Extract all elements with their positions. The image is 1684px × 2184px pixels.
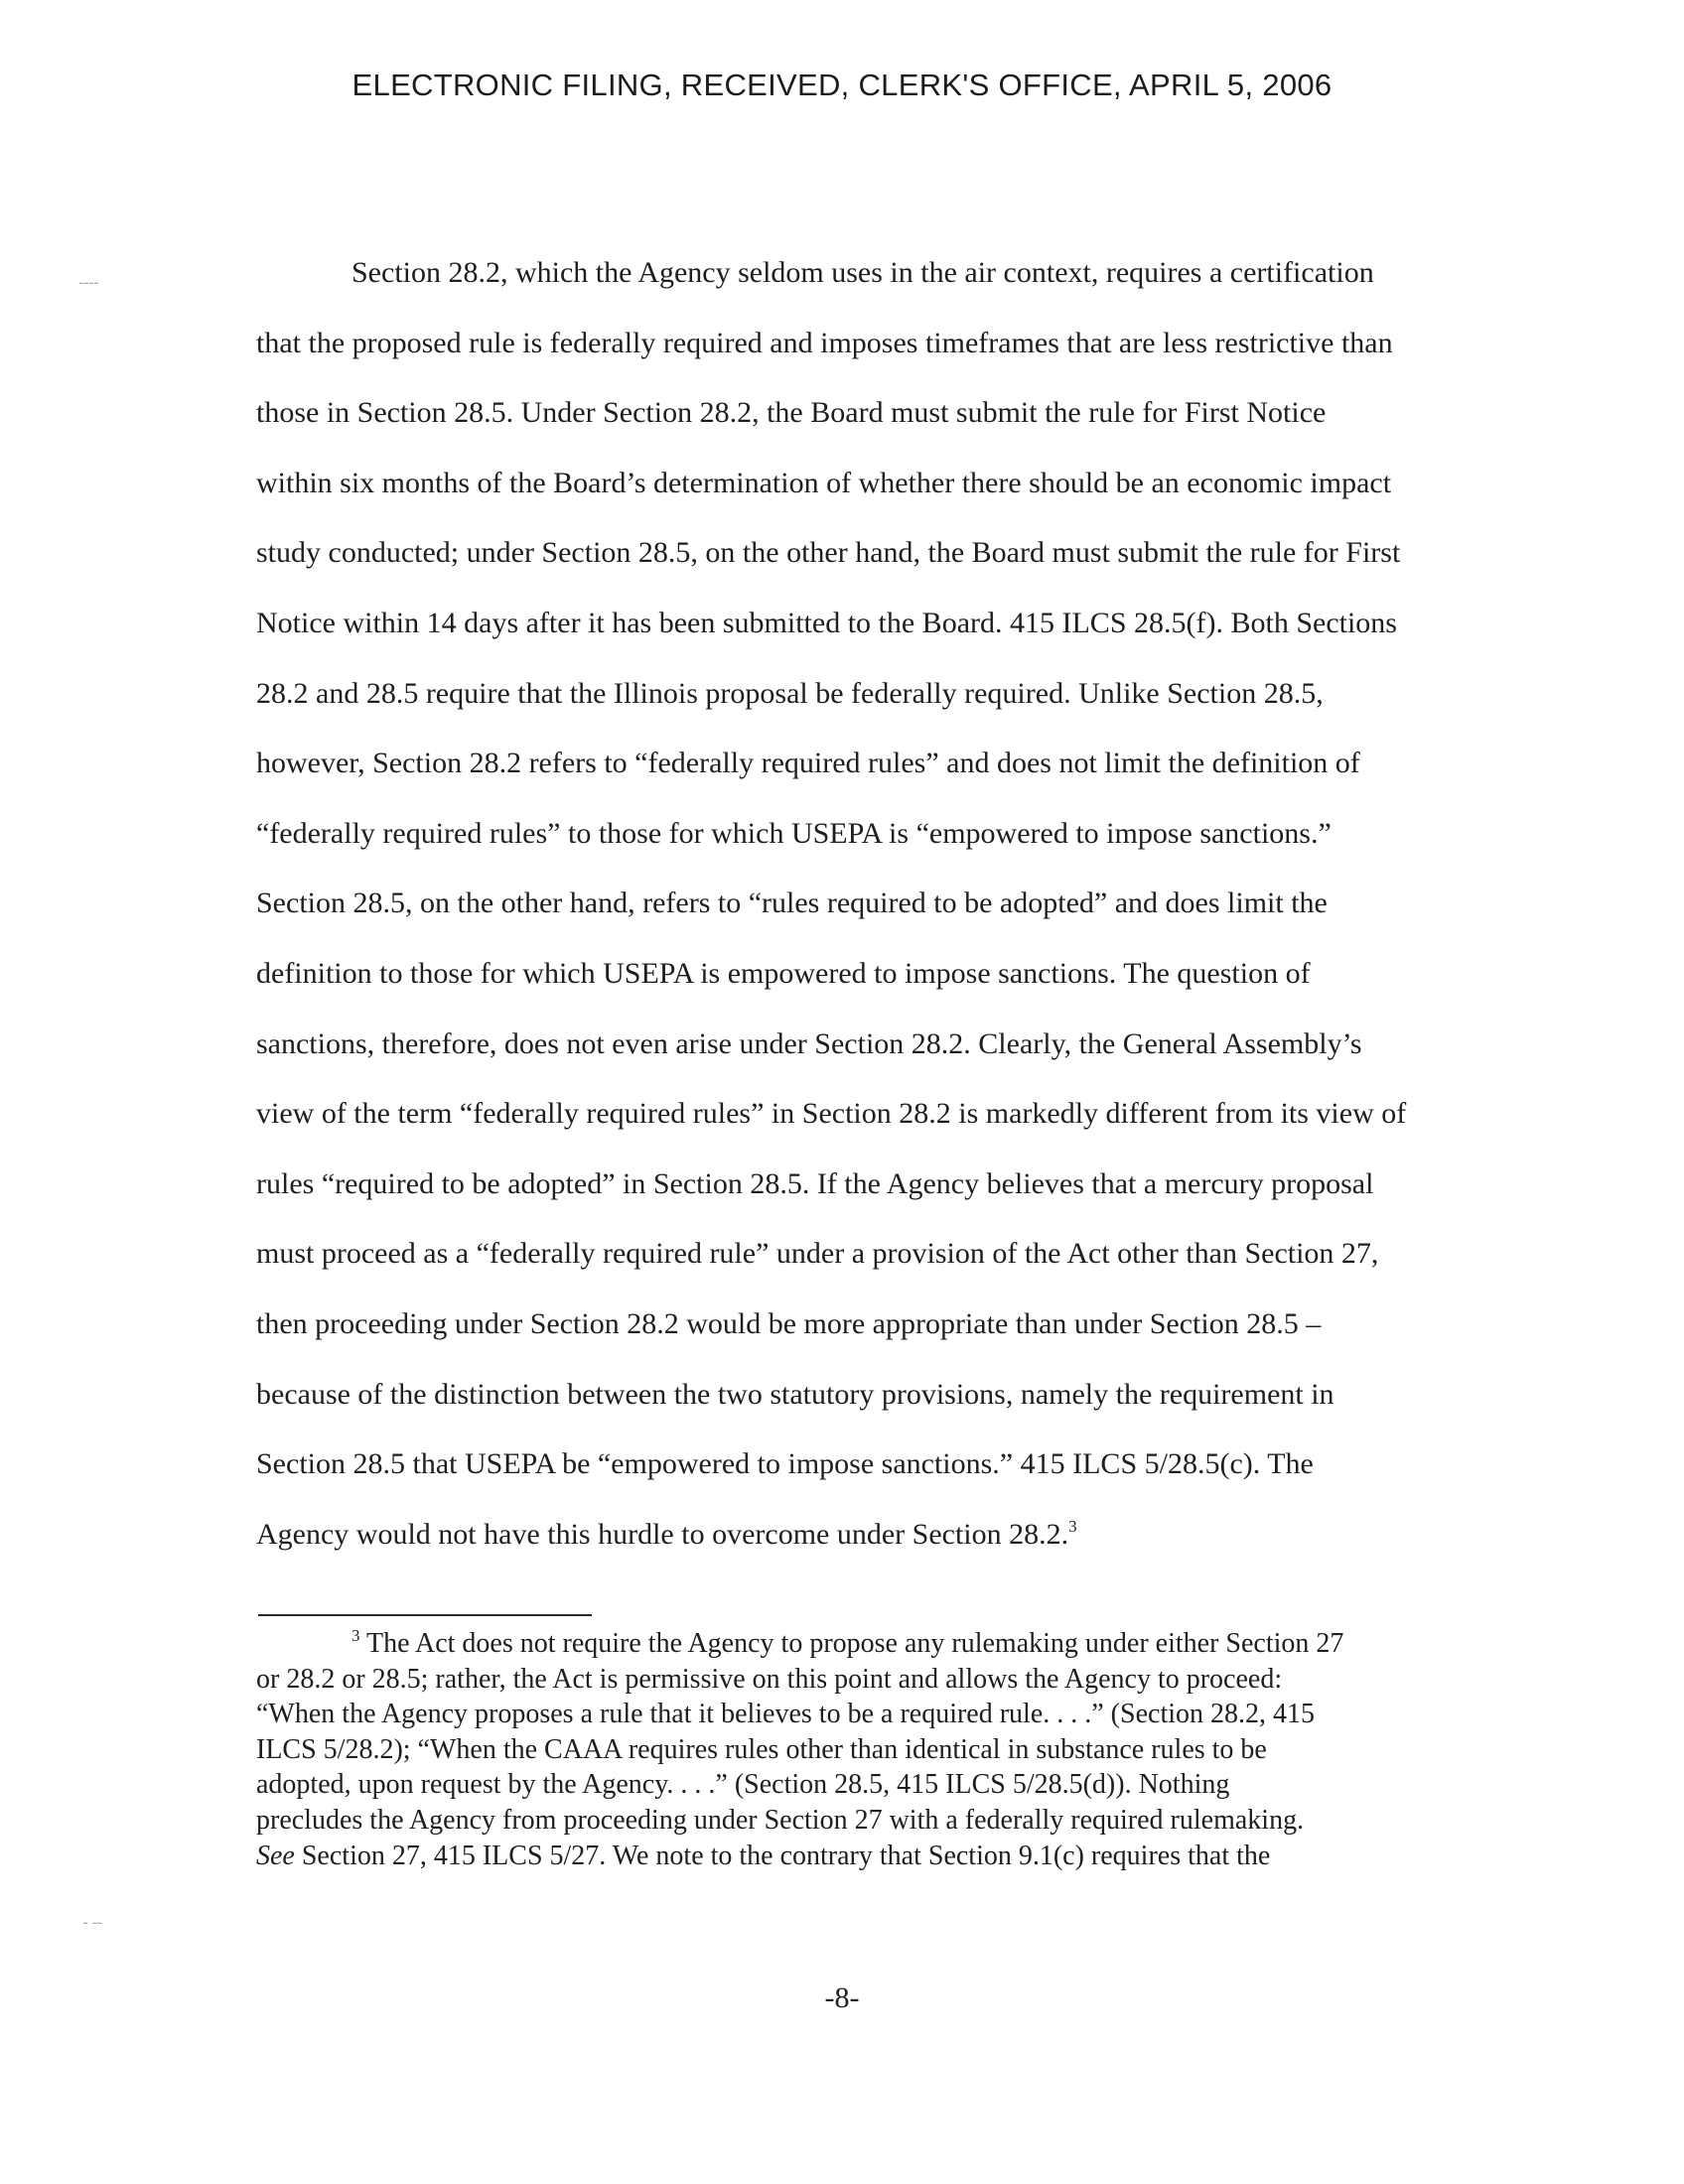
footnote-line-text: Section 27, 415 ILCS 5/27. We note to the contrary that Section 9.1(c) requires that the	[294, 1840, 1271, 1871]
body-line: rules “required to be adopted” in Section 28.5. If the Agency believes that a mercury proposal	[256, 1166, 1374, 1200]
footnote-line: precludes the Agency from proceeding under Section 27 with a federally required rulemaking.	[256, 1804, 1305, 1836]
scan-artifact: ˜˜˜˜	[79, 280, 99, 294]
body-line: because of the distinction between the two statutory provisions, namely the requirement in	[256, 1377, 1334, 1411]
citation-signal: See	[256, 1840, 295, 1871]
body-line: Notice within 14 days after it has been submitted to the Board. 415 ILCS 28.5(f). Both Sections	[256, 606, 1397, 639]
footnote-line: or 28.2 or 28.5; rather, the Act is permissive on this point and allows the Agency to proceed:	[256, 1663, 1283, 1695]
body-line-text: Agency would not have this hurdle to overcome under Section 28.2.	[256, 1517, 1069, 1551]
body-line: Section 28.5, on the other hand, refers to “rules required to be adopted” and does limit the	[256, 887, 1328, 920]
body-line: Section 28.2, which the Agency seldom uses in the air context, requires a certification	[351, 256, 1374, 289]
page-number: -8-	[824, 1981, 860, 2014]
body-line: sanctions, therefore, does not even arise under Section 28.2. Clearly, the General Assembly’s	[256, 1026, 1362, 1060]
body-line: must proceed as a “federally required rule” under a provision of the Act other than Section 27,	[256, 1237, 1379, 1271]
body-line: those in Section 28.5. Under Section 28.2, the Board must submit the rule for First Notice	[256, 396, 1327, 430]
footnote-line-text: The Act does not require the Agency to propose any rulemaking under either Section 27	[366, 1628, 1344, 1659]
body-line: however, Section 28.2 refers to “federally required rules” and does not limit the definition of	[256, 747, 1360, 780]
footnote-line: ILCS 5/28.2); “When the CAAA requires rules other than identical in substance rules to be	[256, 1733, 1267, 1765]
body-line: 28.2 and 28.5 require that the Illinois proposal be federally required. Unlike Section 28.5,	[256, 676, 1324, 710]
scan-artifact: ˜ ˜˜	[83, 1920, 103, 1934]
body-line: “federally required rules” to those for which USEPA is “empowered to impose sanctions.”	[256, 816, 1332, 850]
footnote	[256, 1626, 1458, 1873]
body-line: Section 28.5 that USEPA be “empowered to impose sanctions.” 415 ILCS 5/28.5(c). The	[256, 1447, 1314, 1481]
body-line: view of the term “federally required rules” in Section 28.2 is markedly different from its view of	[256, 1097, 1407, 1131]
footnote-reference[interactable]: 3	[1068, 1516, 1077, 1536]
footnote-marker: 3	[351, 1626, 360, 1645]
body-line: study conducted; under Section 28.5, on the other hand, the Board must submit the rule for First	[256, 536, 1401, 570]
footnote-line: “When the Agency proposes a rule that it believes to be a required rule. . . .” (Section 28.2, 415	[256, 1699, 1315, 1730]
body-line-last	[256, 1500, 1458, 1570]
body-paragraph	[256, 238, 1458, 1570]
footnote-line: adopted, upon request by the Agency. . . .” (Section 28.5, 415 ILCS 5/28.5(d)). Nothing	[256, 1769, 1230, 1801]
body-line: definition to those for which USEPA is empowered to impose sanctions. The question of	[256, 956, 1311, 990]
footnote-line	[256, 1626, 1458, 1662]
body-line: then proceeding under Section 28.2 would be more appropriate than under Section 28.5 –	[256, 1306, 1322, 1340]
footnote-line-last	[256, 1839, 1458, 1874]
filing-stamp-header: ELECTRONIC FILING, RECEIVED, CLERK'S OFFICE, APRIL 5, 2006	[351, 68, 1333, 102]
body-line: that the proposed rule is federally required and imposes timeframes that are less restrictive than	[256, 326, 1393, 359]
footnote-separator	[258, 1614, 592, 1616]
body-line: within six months of the Board’s determination of whether there should be an economic impact	[256, 466, 1392, 499]
